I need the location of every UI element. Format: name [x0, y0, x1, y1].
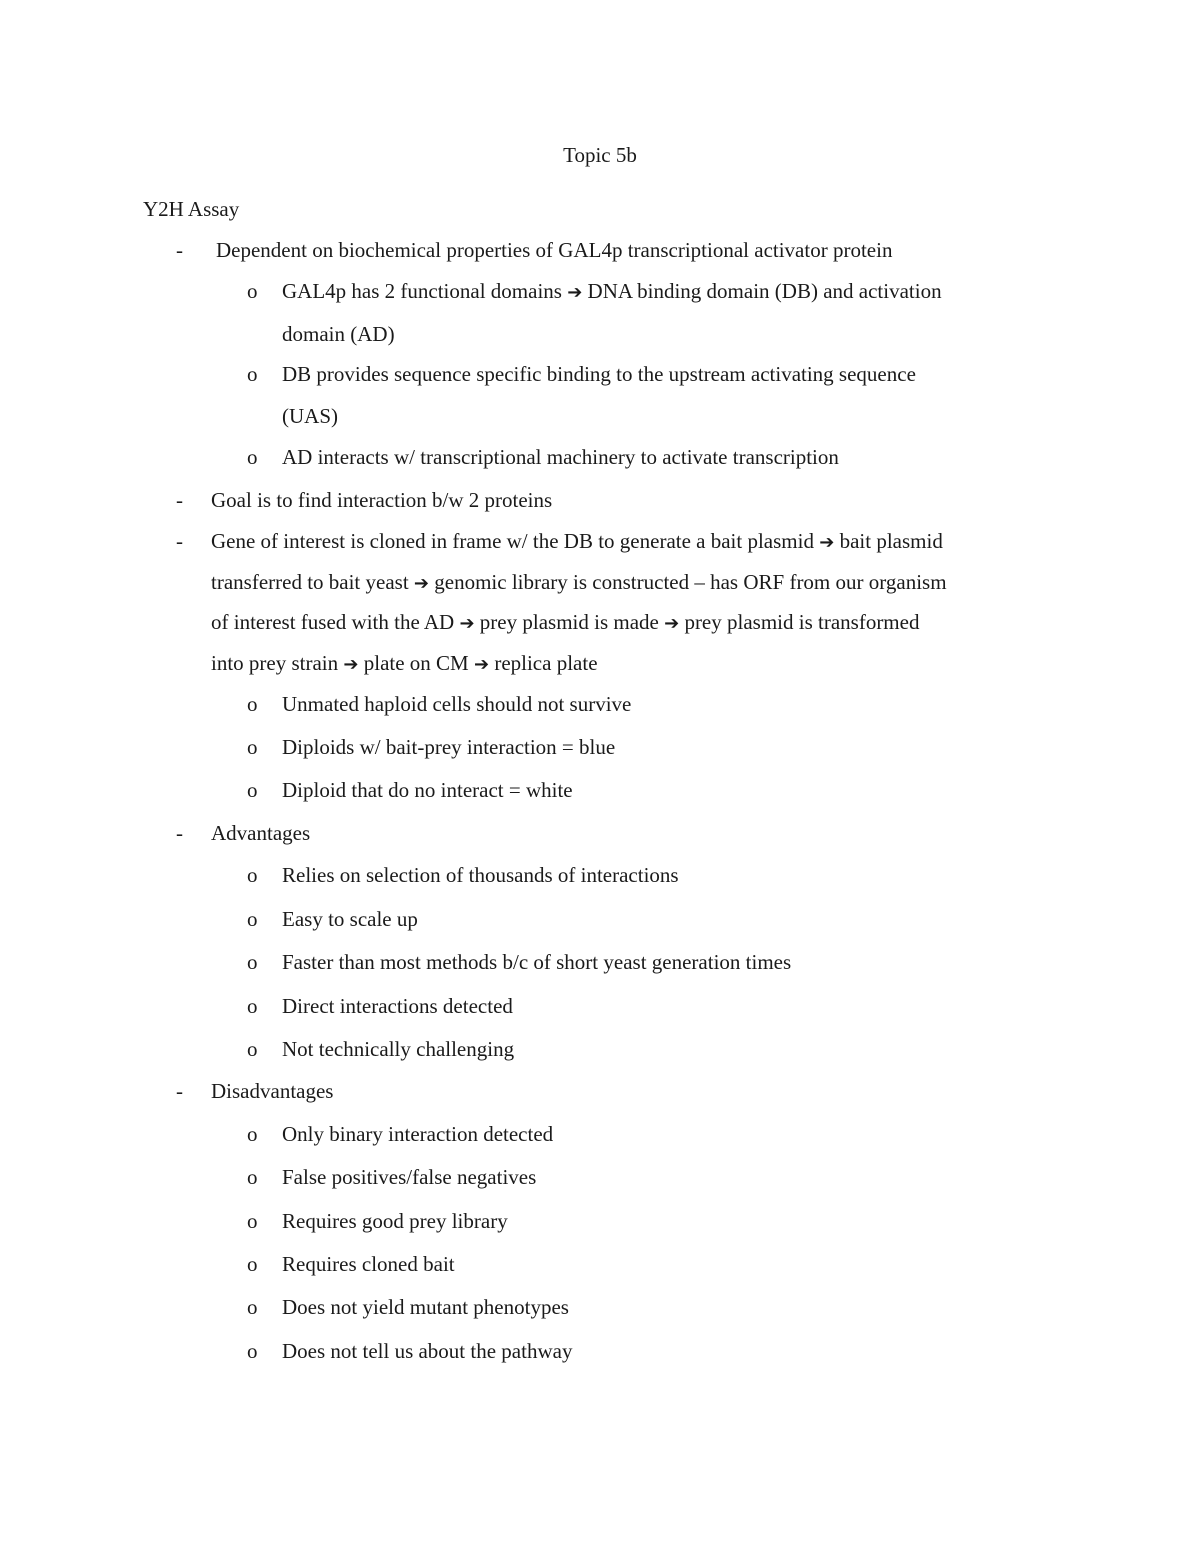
list-item: Goal is to find interaction b/w 2 proteins: [211, 488, 553, 512]
circle-bullet: o: [247, 1252, 258, 1276]
circle-bullet: o: [247, 362, 258, 386]
dash-bullet: -: [176, 1079, 183, 1103]
right-arrow-icon: ➔: [473, 654, 490, 675]
circle-bullet: o: [247, 445, 258, 469]
text-segment: Gene of interest is cloned in frame w/ the DB to generate a bait plasmid: [211, 529, 820, 553]
list-item: Disadvantages: [211, 1079, 334, 1103]
right-arrow-icon: ➔: [459, 613, 475, 634]
list-item-continuation: [211, 643, 1061, 685]
text-segment: genomic library is constructed – has ORF from our organism: [429, 570, 947, 594]
dash-bullet: -: [176, 529, 183, 553]
list-item-continuation: [211, 602, 1061, 644]
sub-list-item: [282, 270, 1062, 314]
section-heading: Y2H Assay: [143, 197, 240, 221]
sub-list-item: Relies on selection of thousands of interactions: [282, 863, 679, 887]
sub-list-item: Not technically challenging: [282, 1037, 515, 1061]
sub-list-item: Easy to scale up: [282, 907, 418, 931]
circle-bullet: o: [247, 1122, 258, 1146]
sub-list-item: Does not tell us about the pathway: [282, 1339, 573, 1363]
sub-list-item: Only binary interaction detected: [282, 1122, 554, 1146]
list-item: Dependent on biochemical properties of GAL4p transcriptional activator protein: [216, 238, 893, 262]
right-arrow-icon: ➔: [343, 654, 359, 675]
text-segment: of interest fused with the AD: [211, 610, 460, 634]
sub-list-item-continuation: (UAS): [282, 404, 338, 428]
text-segment: DNA binding domain (DB) and activation: [582, 279, 942, 303]
sub-list-item: Unmated haploid cells should not survive: [282, 692, 632, 716]
circle-bullet: o: [247, 279, 258, 303]
sub-list-item-continuation: domain (AD): [282, 322, 395, 346]
page-title: Topic 5b: [563, 143, 637, 167]
sub-list-item: Requires good prey library: [282, 1209, 508, 1233]
right-arrow-icon: ➔: [664, 613, 680, 634]
sub-list-item: Diploid that do no interact = white: [282, 778, 573, 802]
dash-bullet: -: [176, 821, 183, 845]
right-arrow-icon: ➔: [567, 282, 583, 303]
sub-list-item: False positives/false negatives: [282, 1165, 537, 1189]
sub-list-item: Diploids w/ bait-prey interaction = blue: [282, 735, 616, 759]
circle-bullet: o: [247, 1339, 258, 1363]
text-segment: transferred to bait yeast: [211, 570, 414, 594]
sub-list-item: Direct interactions detected: [282, 994, 513, 1018]
circle-bullet: o: [247, 778, 258, 802]
list-item: Advantages: [211, 821, 311, 845]
text-segment: GAL4p has 2 functional domains: [282, 279, 568, 303]
text-segment: prey plasmid is made: [474, 610, 665, 634]
text-segment: plate on CM: [358, 651, 474, 675]
circle-bullet: o: [247, 950, 258, 974]
sub-list-item: DB provides sequence specific binding to the upstream activating sequence: [282, 362, 916, 386]
circle-bullet: o: [247, 863, 258, 887]
circle-bullet: o: [247, 1165, 258, 1189]
list-item-continuation: [211, 562, 1061, 604]
right-arrow-icon: ➔: [413, 573, 430, 594]
circle-bullet: o: [247, 1209, 258, 1233]
sub-list-item: Faster than most methods b/c of short yeast generation times: [282, 950, 792, 974]
dash-bullet: -: [176, 238, 183, 262]
text-segment: into prey strain: [211, 651, 344, 675]
circle-bullet: o: [247, 1295, 258, 1319]
circle-bullet: o: [247, 1037, 258, 1061]
circle-bullet: o: [247, 907, 258, 931]
list-item: [211, 521, 1061, 563]
circle-bullet: o: [247, 735, 258, 759]
text-segment: replica plate: [489, 651, 598, 675]
text-segment: prey plasmid is transformed: [679, 610, 920, 634]
circle-bullet: o: [247, 692, 258, 716]
text-segment: bait plasmid: [834, 529, 943, 553]
right-arrow-icon: ➔: [819, 532, 835, 553]
sub-list-item: Does not yield mutant phenotypes: [282, 1295, 569, 1319]
sub-list-item: Requires cloned bait: [282, 1252, 455, 1276]
dash-bullet: -: [176, 488, 183, 512]
sub-list-item: AD interacts w/ transcriptional machinery to activate transcription: [282, 445, 839, 469]
circle-bullet: o: [247, 994, 258, 1018]
